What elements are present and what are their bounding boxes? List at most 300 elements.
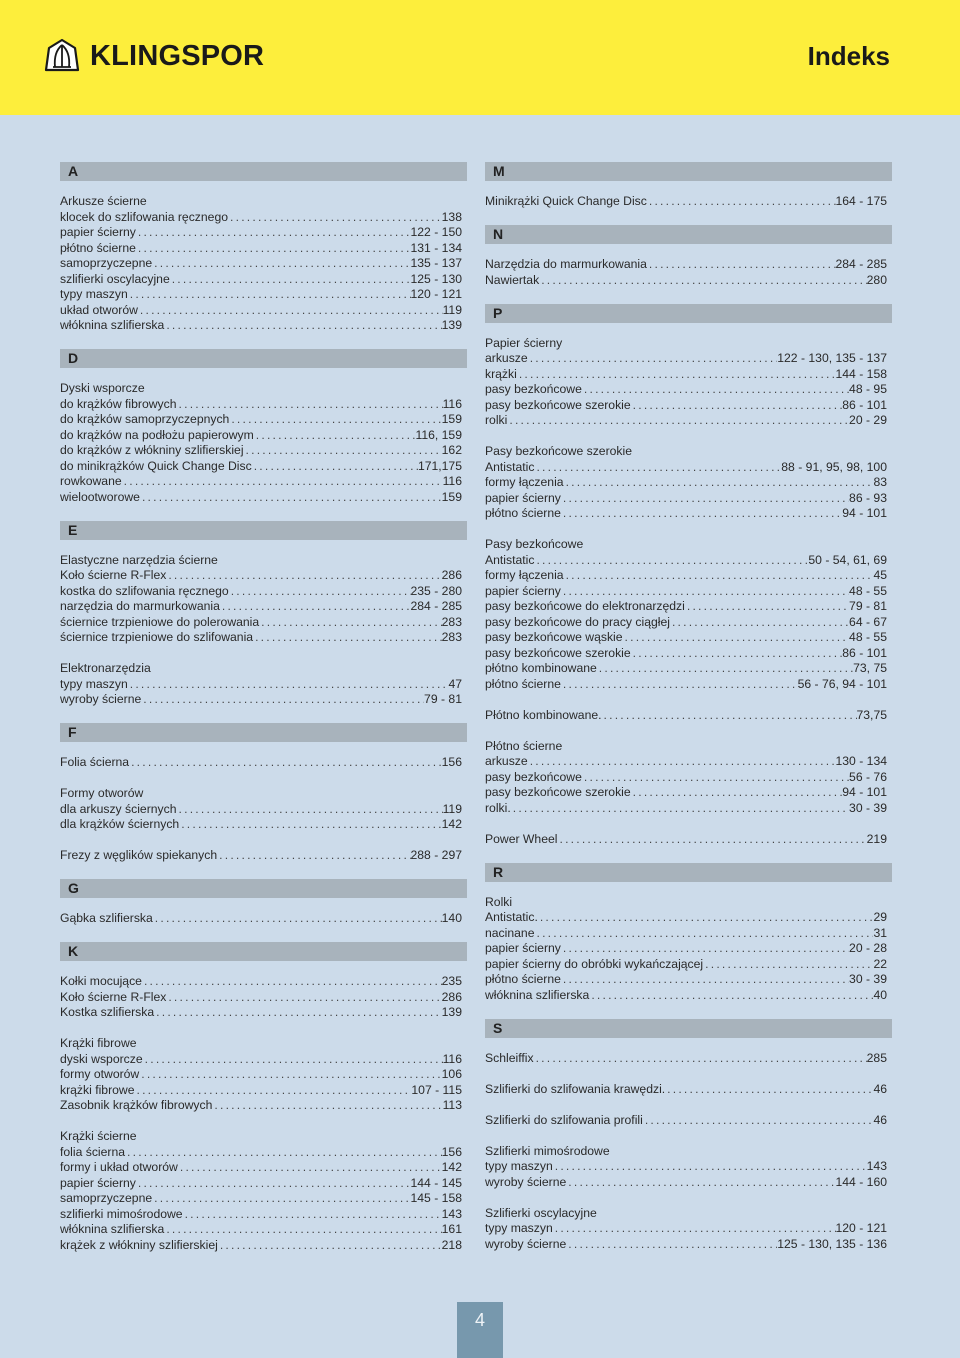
index-entry xyxy=(60,677,467,693)
dot-leader xyxy=(685,599,849,615)
index-entry-pages: 119 xyxy=(442,302,462,317)
index-heading-text: Elastyczne narzędzia ścierne xyxy=(60,552,218,567)
index-entry-pages: 143 xyxy=(441,1206,462,1221)
index-entry xyxy=(60,210,467,226)
index-entry-pages: 138 xyxy=(441,209,462,224)
spacer xyxy=(60,505,467,521)
index-entry xyxy=(485,475,892,491)
dot-leader xyxy=(217,848,410,864)
index-entry-text: do minikrążków Quick Change Disc xyxy=(60,458,252,473)
index-entry-pages: 131 - 134 xyxy=(410,240,462,255)
index-entry-pages: 106 xyxy=(441,1067,462,1081)
spacer xyxy=(60,864,467,880)
index-entry-pages: 64 - 67 xyxy=(849,614,887,629)
dot-leader xyxy=(670,615,849,631)
index-entry-pages: 20 - 29 xyxy=(849,413,887,427)
index-entry-text: pasy bezkońcowe xyxy=(485,382,582,396)
index-heading xyxy=(60,786,467,802)
index-entry xyxy=(485,584,892,600)
index-entry-pages: 145 - 158 xyxy=(410,1191,462,1205)
index-entry-pages: 116 xyxy=(442,474,462,488)
dot-leader xyxy=(557,832,866,848)
spacer xyxy=(485,1097,892,1113)
index-entry xyxy=(60,630,467,646)
index-entry-pages: 162 xyxy=(441,443,462,457)
index-entry-text: krążki fibrowe xyxy=(60,1082,135,1097)
index-entry-pages: 144 - 145 xyxy=(410,1175,462,1190)
spacer xyxy=(60,646,467,662)
index-entry-text: folia ścierna xyxy=(60,1144,126,1159)
spacer xyxy=(60,334,467,350)
section-letter-bar: S xyxy=(485,1019,892,1038)
index-entry-text: pasy bezkońcowe szerokie xyxy=(485,645,631,660)
spacer xyxy=(485,723,892,739)
index-entry xyxy=(485,413,892,429)
dot-leader xyxy=(561,941,849,957)
index-heading-text: Krążki ścierne xyxy=(60,1129,137,1143)
index-heading xyxy=(60,194,467,210)
index-entry-text: Płótno kombinowane. xyxy=(485,707,602,722)
index-entry-text: samoprzyczepne xyxy=(60,1191,153,1205)
section-letter-bar: E xyxy=(60,521,467,540)
index-heading-text: Pasy bezkońcowe szerokie xyxy=(485,444,632,458)
index-entry-pages: 280 xyxy=(866,272,887,287)
index-entry-text: typy maszyn xyxy=(485,1159,553,1173)
index-entry-pages: 31 xyxy=(873,925,887,940)
spacer xyxy=(485,1003,892,1019)
dot-leader xyxy=(511,801,849,817)
index-entry xyxy=(485,988,892,1004)
spacer xyxy=(60,771,467,787)
index-entry-pages: 46 xyxy=(873,1112,887,1127)
index-entry-text: kostka do szlifowania ręcznego xyxy=(60,583,229,598)
dot-leader xyxy=(553,1159,867,1175)
index-entry-text: płótno ścierne xyxy=(485,972,561,986)
index-entry-pages: 86 - 101 xyxy=(842,645,887,660)
index-entry-text: papier ścierny xyxy=(60,225,136,239)
dot-leader xyxy=(528,351,778,367)
index-entry xyxy=(485,677,892,693)
index-entry-pages: 73,75 xyxy=(856,707,887,722)
dot-leader xyxy=(259,615,441,631)
index-entry-pages: 107 - 115 xyxy=(411,1082,462,1097)
index-entry xyxy=(485,832,892,848)
index-entry-pages: 48 - 95 xyxy=(849,382,887,396)
dot-leader xyxy=(561,506,842,522)
spacer xyxy=(60,833,467,849)
dot-leader xyxy=(253,630,442,646)
dot-leader xyxy=(153,911,442,927)
index-entry-text: włóknina szlifierska xyxy=(60,1222,165,1236)
dot-leader xyxy=(229,584,411,600)
index-entry-pages: 56 - 76 xyxy=(849,769,887,784)
index-entry-text: wyroby ścierne xyxy=(60,692,142,706)
index-entry xyxy=(60,1067,467,1083)
index-entry-text: formy otworów xyxy=(60,1067,140,1081)
index-heading-text: Szlifierki mimośrodowe xyxy=(485,1143,610,1158)
dot-leader xyxy=(142,974,442,990)
index-entry-pages: 286 xyxy=(441,989,462,1004)
index-entry-pages: 122 - 130, 135 - 137 xyxy=(777,351,887,365)
index-entry-text: Koło ścierne R-Flex xyxy=(60,989,167,1004)
index-entry-pages: 94 - 101 xyxy=(842,785,887,799)
index-heading xyxy=(60,1129,467,1145)
index-entry-pages: 125 - 130 xyxy=(410,271,462,286)
page-header xyxy=(0,0,960,115)
index-heading-text: Pasy bezkońcowe xyxy=(485,537,584,551)
index-entry xyxy=(60,287,467,303)
index-entry-text: wielootworowe xyxy=(60,489,140,504)
dot-leader xyxy=(166,990,441,1006)
index-entry xyxy=(60,1222,467,1238)
dot-leader xyxy=(152,1191,410,1207)
index-heading-text: Arkusze ścierne xyxy=(60,194,147,208)
dot-leader xyxy=(597,661,853,677)
index-entry xyxy=(485,460,892,476)
section-letter-bar: M xyxy=(485,162,892,181)
index-entry xyxy=(485,646,892,662)
index-entry xyxy=(60,474,467,490)
index-entry xyxy=(485,615,892,631)
dot-leader xyxy=(125,1145,442,1161)
dot-leader xyxy=(152,256,410,272)
index-entry-text: do krążków z włókniny szlifierskiej xyxy=(60,443,244,457)
index-entry-pages: 139 xyxy=(441,318,462,332)
index-entry-text: dyski wsporcze xyxy=(60,1051,143,1066)
index-entry xyxy=(485,382,892,398)
dot-leader xyxy=(141,692,424,708)
index-entry-text: papier ścierny do obróbki wykańczającej xyxy=(485,956,704,971)
index-entry-pages: 135 - 137 xyxy=(410,256,462,270)
index-entry-text: dla arkuszy ściernych xyxy=(60,801,177,816)
dot-leader xyxy=(534,553,808,569)
index-entry xyxy=(485,1175,892,1191)
index-entry-pages: 288 - 297 xyxy=(410,848,462,862)
index-entry xyxy=(60,692,467,708)
spacer xyxy=(485,181,892,194)
index-entry xyxy=(60,1238,467,1254)
index-entry-text: pasy bezkońcowe do elektronarzędzi xyxy=(485,599,685,613)
index-entry-text: nacinane xyxy=(485,925,535,940)
index-entry-text: narzędzia do marmurkowania xyxy=(60,599,220,613)
index-entry-pages: 20 - 28 xyxy=(849,941,887,955)
index-entry-pages: 283 xyxy=(441,614,462,629)
index-entry-text: Power Wheel xyxy=(485,831,558,846)
index-entry xyxy=(60,817,467,833)
dot-leader xyxy=(143,1052,443,1068)
dot-leader xyxy=(177,397,443,413)
index-entry xyxy=(485,398,892,414)
index-entry xyxy=(60,428,467,444)
index-entry-pages: 142 xyxy=(441,1160,462,1174)
spacer xyxy=(485,882,892,895)
index-entry-pages: 56 - 76, 94 - 101 xyxy=(797,676,887,691)
index-entry xyxy=(60,459,467,475)
dot-leader xyxy=(517,367,836,383)
index-entry xyxy=(60,1176,467,1192)
page-number: 4 xyxy=(457,1302,503,1358)
index-entry-text: pasy bezkońcowe xyxy=(485,769,582,784)
dot-leader xyxy=(703,957,873,973)
dot-leader xyxy=(228,210,442,226)
index-entry xyxy=(60,256,467,272)
spacer xyxy=(485,816,892,832)
spacer xyxy=(60,961,467,974)
index-entry xyxy=(485,194,892,210)
index-entry-text: szlifierki oscylacyjne xyxy=(60,271,170,286)
index-entry-pages: 88 - 91, 95, 98, 100 xyxy=(781,459,887,474)
index-entry-pages: 120 - 121 xyxy=(835,1221,887,1235)
spacer xyxy=(485,323,892,336)
dot-leader xyxy=(254,428,416,444)
dot-leader xyxy=(647,194,836,210)
index-entry-pages: 116 xyxy=(442,1051,462,1066)
spacer xyxy=(485,429,892,445)
dot-leader xyxy=(129,755,442,771)
dot-leader xyxy=(507,413,849,429)
index-entry-text: Koło ścierne R-Flex xyxy=(60,568,167,582)
index-entry xyxy=(485,599,892,615)
index-heading xyxy=(485,537,892,553)
index-entry xyxy=(485,1221,892,1237)
index-entry-text: pasy bezkońcowe szerokie xyxy=(485,397,631,412)
index-entry-pages: 144 - 158 xyxy=(835,366,887,381)
index-heading xyxy=(485,1144,892,1160)
index-entry-text: pasy bezkońcowe szerokie xyxy=(485,785,631,799)
spacer xyxy=(60,927,467,943)
index-entry-text: do krążków na podłożu papierowym xyxy=(60,427,254,442)
index-entry xyxy=(485,568,892,584)
spacer xyxy=(485,288,892,304)
dot-leader xyxy=(538,910,874,926)
dot-leader xyxy=(229,412,441,428)
index-entry-text: rolki xyxy=(485,413,508,427)
index-entry-pages: 164 - 175 xyxy=(835,194,887,208)
index-entry-text: Frezy z węglików spiekanych xyxy=(60,848,218,862)
index-entry xyxy=(60,990,467,1006)
index-entry xyxy=(485,972,892,988)
spacer xyxy=(60,368,467,381)
index-entry-text: papier ścierny xyxy=(485,941,561,955)
dot-leader xyxy=(244,443,442,459)
brand-name: KLINGSPOR xyxy=(90,40,265,72)
index-entry xyxy=(485,1113,892,1129)
spacer xyxy=(60,742,467,755)
index-entry xyxy=(485,708,892,724)
index-entry-pages: 218 xyxy=(441,1237,462,1252)
dot-leader xyxy=(135,1083,412,1099)
index-entry xyxy=(485,754,892,770)
index-entry-text: Folia ścierna xyxy=(60,755,130,769)
index-entry-text: płótno ścierne xyxy=(485,676,561,691)
index-entry-pages: 122 - 150 xyxy=(410,225,462,239)
dot-leader xyxy=(561,972,849,988)
dot-leader xyxy=(128,677,449,693)
index-entry-text: Antistatic xyxy=(485,459,535,474)
index-entry-pages: 79 - 81 xyxy=(424,692,462,706)
dot-leader xyxy=(566,1175,835,1191)
index-entry-text: Antistatic xyxy=(485,552,535,567)
index-entry xyxy=(60,911,467,927)
index-entry-pages: 40 xyxy=(873,987,887,1002)
dot-leader xyxy=(631,398,843,414)
index-entry-text: typy maszyn xyxy=(60,287,128,301)
dot-leader xyxy=(539,273,866,289)
spacer xyxy=(485,210,892,226)
index-heading xyxy=(60,553,467,569)
dot-leader xyxy=(631,646,843,662)
index-heading xyxy=(485,444,892,460)
index-entry-pages: 140 xyxy=(441,911,462,925)
index-entry-text: rowkowane xyxy=(60,474,122,488)
index-column-right xyxy=(485,162,892,1252)
index-entry xyxy=(60,1005,467,1021)
dot-leader xyxy=(212,1098,442,1114)
index-heading xyxy=(485,895,892,911)
index-entry-pages: 171,175 xyxy=(417,458,462,473)
index-entry-text: układ otworów xyxy=(60,302,138,317)
index-heading-text: Formy otworów xyxy=(60,786,144,800)
index-entry xyxy=(485,1051,892,1067)
index-entry-pages: 116 xyxy=(442,396,462,411)
index-entry xyxy=(60,1207,467,1223)
index-entry-text: do krążków fibrowych xyxy=(60,396,177,411)
dot-leader xyxy=(534,1051,867,1067)
spacer xyxy=(485,692,892,708)
spacer xyxy=(485,1038,892,1051)
dot-leader xyxy=(534,460,781,476)
index-entry-text: formy łączenia xyxy=(485,568,564,582)
index-entry-text: pasy bezkońcowe do pracy ciągłej xyxy=(485,614,670,629)
index-entry-pages: 113 xyxy=(442,1098,462,1112)
index-entry-text: Narzędzia do marmurkowania xyxy=(485,257,647,271)
index-entry xyxy=(60,615,467,631)
spacer xyxy=(485,522,892,538)
index-entry-text: pasy bezkońcowe wąskie xyxy=(485,630,623,644)
dot-leader xyxy=(179,817,441,833)
section-letter-bar: F xyxy=(60,723,467,742)
dot-leader xyxy=(164,318,441,334)
index-entry-text: płótno ścierne xyxy=(485,506,561,520)
index-entry-text: do krążków samoprzyczepnych xyxy=(60,412,230,426)
dot-leader xyxy=(623,630,850,646)
spacer xyxy=(60,181,467,194)
index-entry-pages: 30 - 39 xyxy=(849,972,887,986)
index-entry xyxy=(485,661,892,677)
index-entry-text: krążek z włókniny szlifierskiej xyxy=(60,1237,218,1252)
index-entry-text: Szlifierki do szlifowania profili xyxy=(485,1112,643,1127)
index-entry-text: płótno kombinowane xyxy=(485,661,597,675)
index-entry xyxy=(60,272,467,288)
index-entry-pages: 143 xyxy=(866,1159,887,1173)
index-entry-text: papier ścierny xyxy=(485,490,561,505)
index-heading-text: Elektronarzędzia xyxy=(60,661,151,675)
index-entry-text: ściernice trzpieniowe do szlifowania xyxy=(60,630,254,644)
index-entry xyxy=(485,491,892,507)
dot-leader xyxy=(566,1237,777,1253)
index-entry-pages: 50 - 54, 61, 69 xyxy=(808,552,887,567)
index-entry-pages: 48 - 55 xyxy=(849,630,887,644)
index-heading xyxy=(485,336,892,352)
index-entry-pages: 285 xyxy=(866,1050,887,1065)
dot-leader xyxy=(553,1221,836,1237)
index-entry xyxy=(485,1237,892,1253)
index-entry-text: krążki xyxy=(485,366,517,381)
index-entry xyxy=(60,318,467,334)
index-entry xyxy=(60,225,467,241)
index-entry-pages: 219 xyxy=(866,831,887,846)
index-entry-text: Kostka szlifierska xyxy=(60,1005,155,1019)
index-entry-pages: 139 xyxy=(441,1005,462,1019)
index-entry-pages: 45 xyxy=(873,568,887,582)
section-letter-bar: N xyxy=(485,225,892,244)
index-entry-pages: 159 xyxy=(441,412,462,426)
index-entry-pages: 125 - 130, 135 - 136 xyxy=(777,1236,887,1251)
dot-leader xyxy=(534,926,873,942)
index-entry-text: papier ścierny xyxy=(60,1175,136,1190)
index-entry-text: Gąbka szlifierska xyxy=(60,911,153,925)
index-heading xyxy=(60,1036,467,1052)
index-entry xyxy=(60,443,467,459)
index-entry xyxy=(485,630,892,646)
index-entry xyxy=(485,1159,892,1175)
index-entry xyxy=(60,1083,467,1099)
index-entry xyxy=(485,910,892,926)
dot-leader xyxy=(136,225,411,241)
index-entry-text: Antistatic. xyxy=(485,910,538,924)
index-entry-pages: 47 xyxy=(448,676,462,691)
index-entry xyxy=(60,1191,467,1207)
index-entry-pages: 73, 75 xyxy=(853,661,887,675)
index-entry-pages: 144 - 160 xyxy=(835,1174,887,1189)
index-entry xyxy=(60,599,467,615)
dot-leader xyxy=(177,802,443,818)
index-entry xyxy=(485,351,892,367)
index-entry-pages: 79 - 81 xyxy=(849,599,887,613)
index-entry-pages: 86 - 101 xyxy=(842,397,887,412)
index-entry-text: arkusze xyxy=(485,351,528,365)
index-entry-pages: 119 xyxy=(442,801,462,816)
index-entry xyxy=(60,802,467,818)
index-entry-pages: 46 xyxy=(873,1081,887,1096)
section-letter-bar: A xyxy=(60,162,467,181)
dot-leader xyxy=(136,1176,411,1192)
index-entry xyxy=(485,273,892,289)
index-entry-pages: 284 - 285 xyxy=(835,257,887,271)
index-entry xyxy=(60,568,467,584)
index-entry-pages: 86 - 93 xyxy=(849,490,887,505)
index-entry xyxy=(485,941,892,957)
dot-leader xyxy=(166,568,441,584)
index-entry-text: płótno ścierne xyxy=(60,240,136,255)
index-entry-pages: 94 - 101 xyxy=(842,506,887,520)
index-heading xyxy=(485,739,892,755)
dot-leader xyxy=(528,754,836,770)
index-entry-pages: 120 - 121 xyxy=(410,287,462,301)
index-entry-pages: 161 xyxy=(441,1222,462,1236)
index-entry-text: Schleiffix xyxy=(485,1050,534,1065)
index-entry xyxy=(60,755,467,771)
dot-leader xyxy=(138,303,443,319)
index-entry xyxy=(60,412,467,428)
index-entry-text: klocek do szlifowania ręcznego xyxy=(60,209,229,224)
dot-leader xyxy=(220,599,411,615)
index-entry-pages: 235 xyxy=(441,974,462,988)
index-heading-text: Szlifierki oscylacyjne xyxy=(485,1205,597,1220)
index-entry-text: typy maszyn xyxy=(60,676,128,691)
index-entry-pages: 159 xyxy=(441,489,462,504)
index-entry-pages: 156 xyxy=(441,1144,462,1159)
